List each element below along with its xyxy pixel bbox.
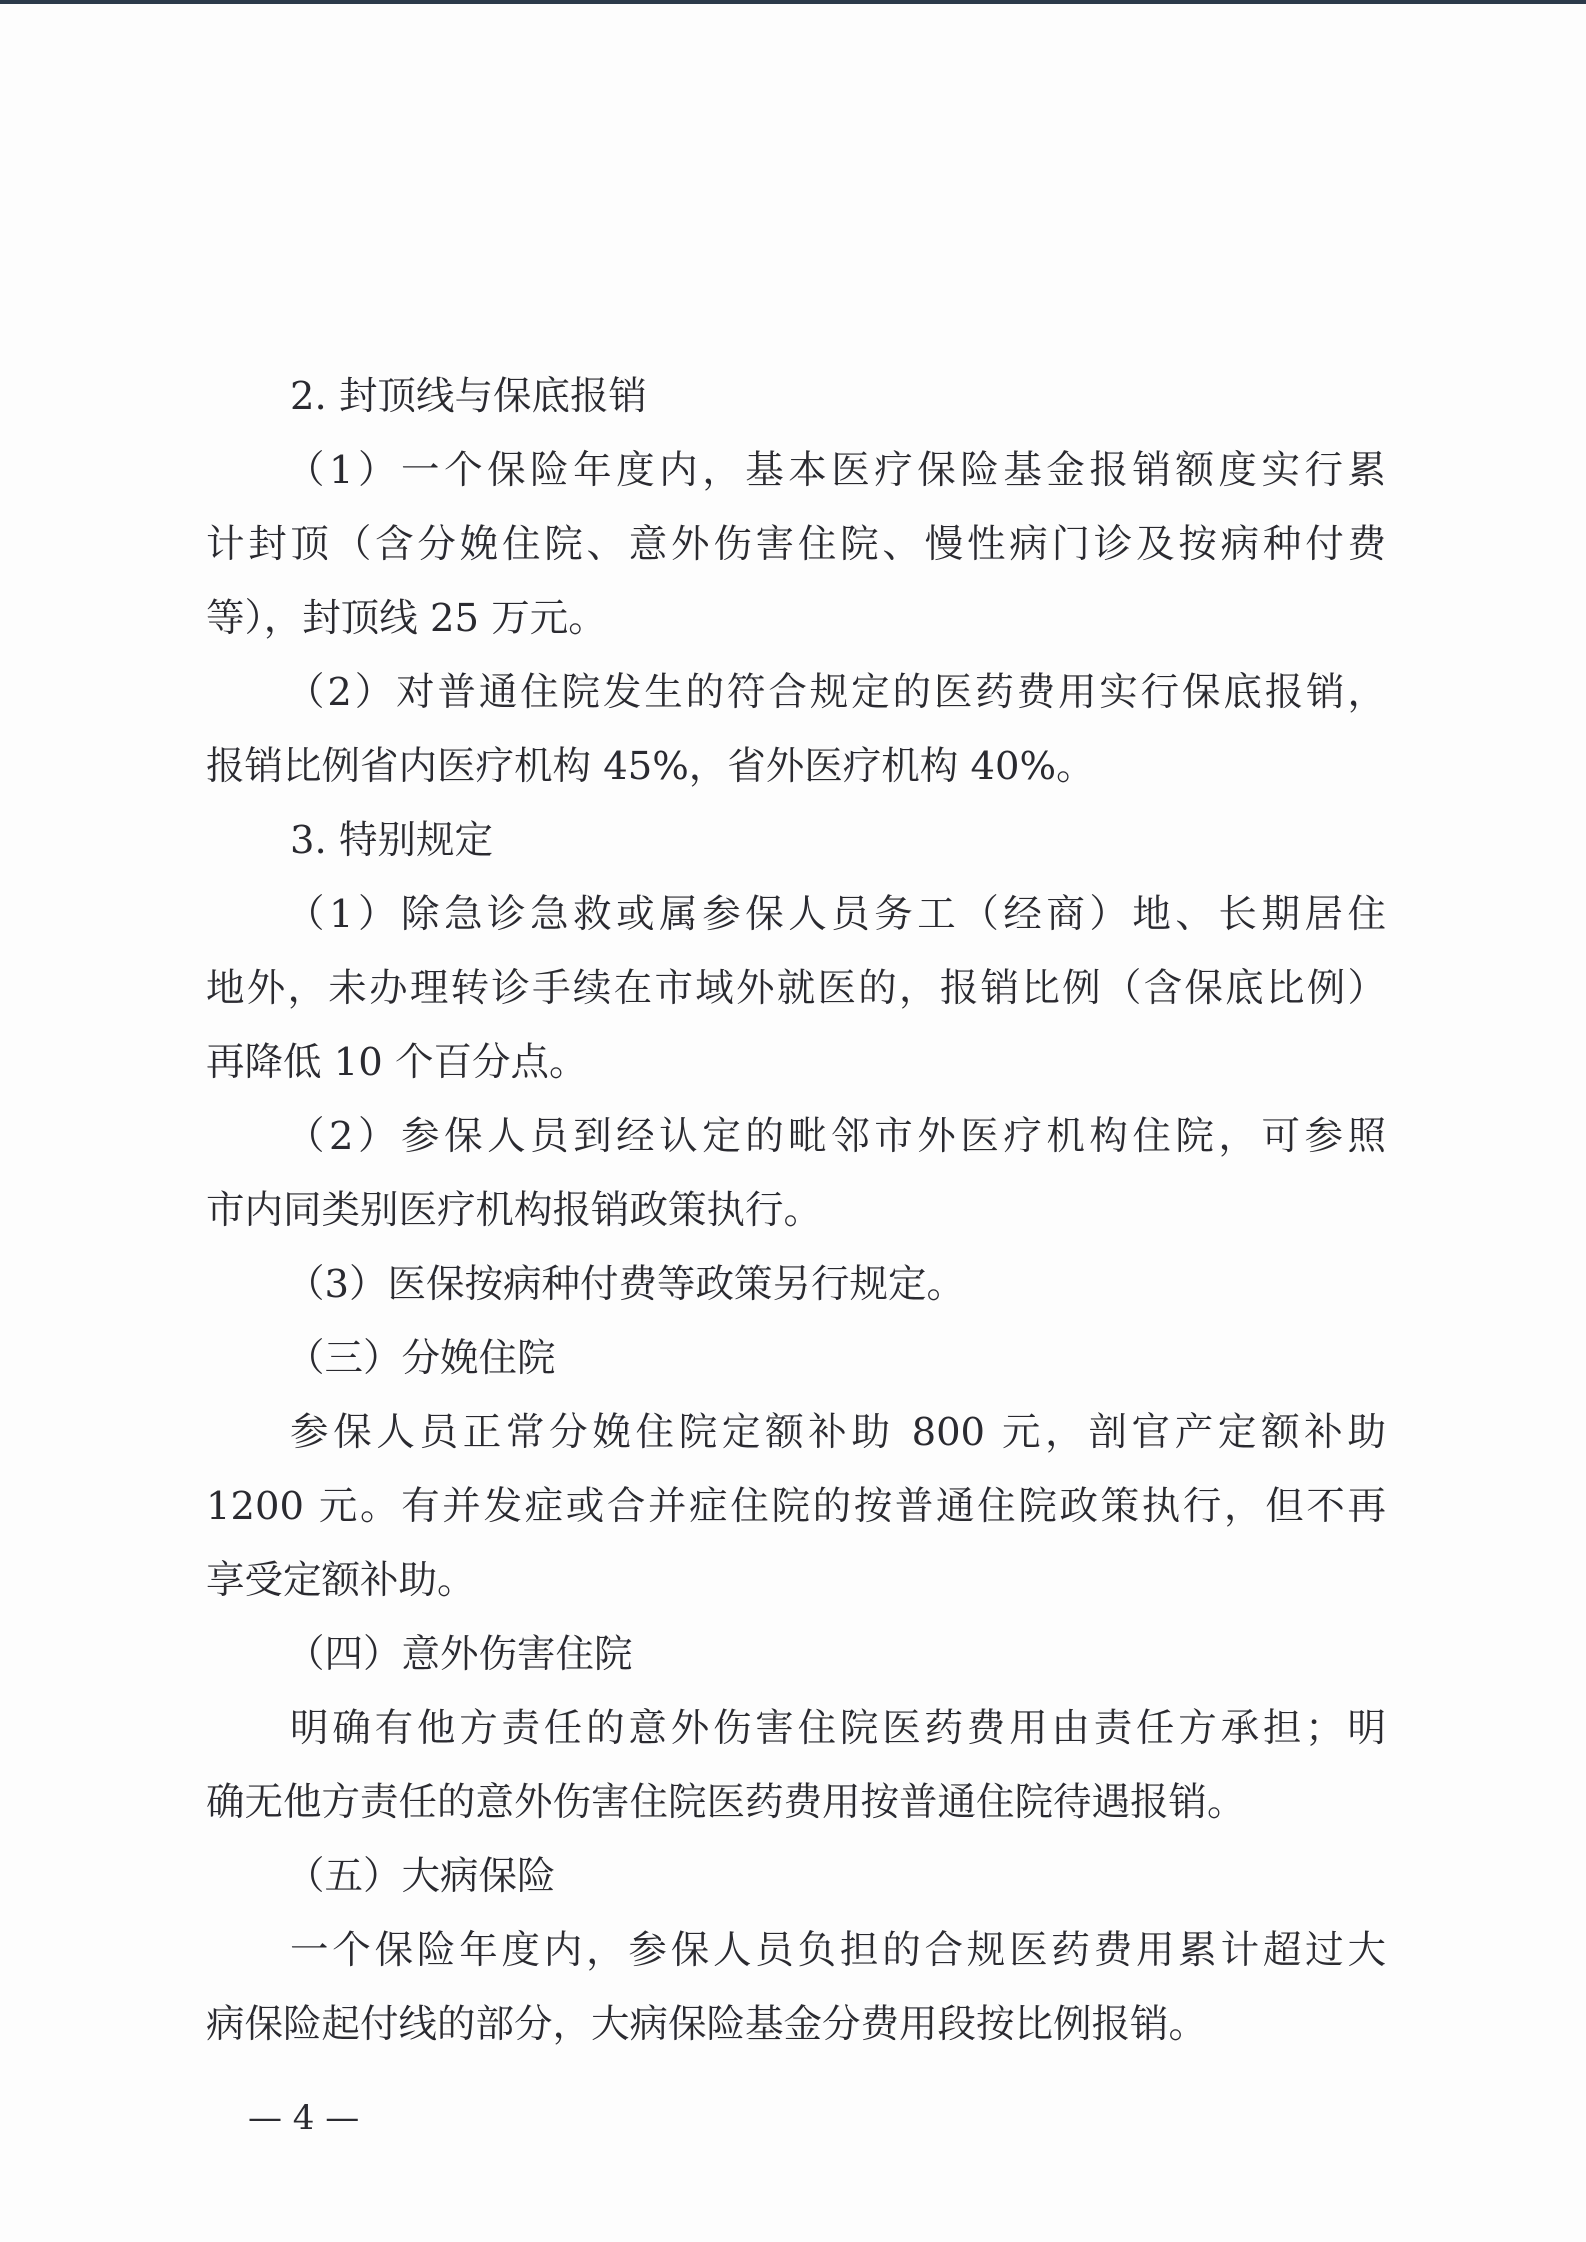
- paragraph-line: 1200 元。有并发症或合并症住院的按普通住院政策执行，但不再: [206, 1484, 1386, 1529]
- paragraph-line: 享受定额补助。: [206, 1558, 476, 1603]
- paragraph-line: （2）参保人员到经认定的毗邻市外医疗机构住院，可参照: [286, 1114, 1386, 1159]
- paragraph-line: 市内同类别医疗机构报销政策执行。: [206, 1188, 823, 1233]
- section-heading: （四）意外伤害住院: [286, 1632, 633, 1677]
- paragraph-line: 病保险起付线的部分，大病保险基金分费用段按比例报销。: [206, 2002, 1208, 2047]
- section-heading: （三）分娩住院: [286, 1336, 556, 1381]
- section-heading: （五）大病保险: [286, 1854, 556, 1899]
- paragraph-line: （1）除急诊急救或属参保人员务工（经商）地、长期居住: [286, 892, 1386, 937]
- paragraph-line: （2）对普通住院发生的符合规定的医药费用实行保底报销，: [286, 670, 1386, 715]
- document-body: [206, 360, 1386, 2062]
- paragraph-line: 等），封顶线 25 万元。: [206, 596, 607, 641]
- paragraph-line: 报销比例省内医疗机构 45%，省外医疗机构 40%。: [206, 744, 1095, 789]
- paragraph-line: 参保人员正常分娩住院定额补助 800 元，剖官产定额补助: [290, 1410, 1386, 1455]
- paragraph-line: 计封顶（含分娩住院、意外伤害住院、慢性病门诊及按病种付费: [206, 522, 1386, 567]
- paragraph-line: 明确有他方责任的意外伤害住院医药费用由责任方承担；明: [290, 1706, 1386, 1751]
- paragraph-line: 确无他方责任的意外伤害住院医药费用按普通住院待遇报销。: [206, 1780, 1246, 1825]
- scan-edge: [0, 0, 1586, 4]
- paragraph-line: （1）一个保险年度内，基本医疗保险基金报销额度实行累: [286, 448, 1386, 493]
- section-heading: 3. 特别规定: [290, 818, 493, 863]
- section-heading: 2. 封顶线与保底报销: [290, 374, 647, 419]
- paragraph-line: （3）医保按病种付费等政策另行规定。: [286, 1262, 965, 1307]
- paragraph-line: 再降低 10 个百分点。: [206, 1040, 588, 1085]
- page-number: — 4 —: [248, 2098, 360, 2138]
- paragraph-line: 地外，未办理转诊手续在市域外就医的，报销比例（含保底比例）: [206, 966, 1386, 1011]
- paragraph-line: 一个保险年度内，参保人员负担的合规医药费用累计超过大: [290, 1928, 1386, 1973]
